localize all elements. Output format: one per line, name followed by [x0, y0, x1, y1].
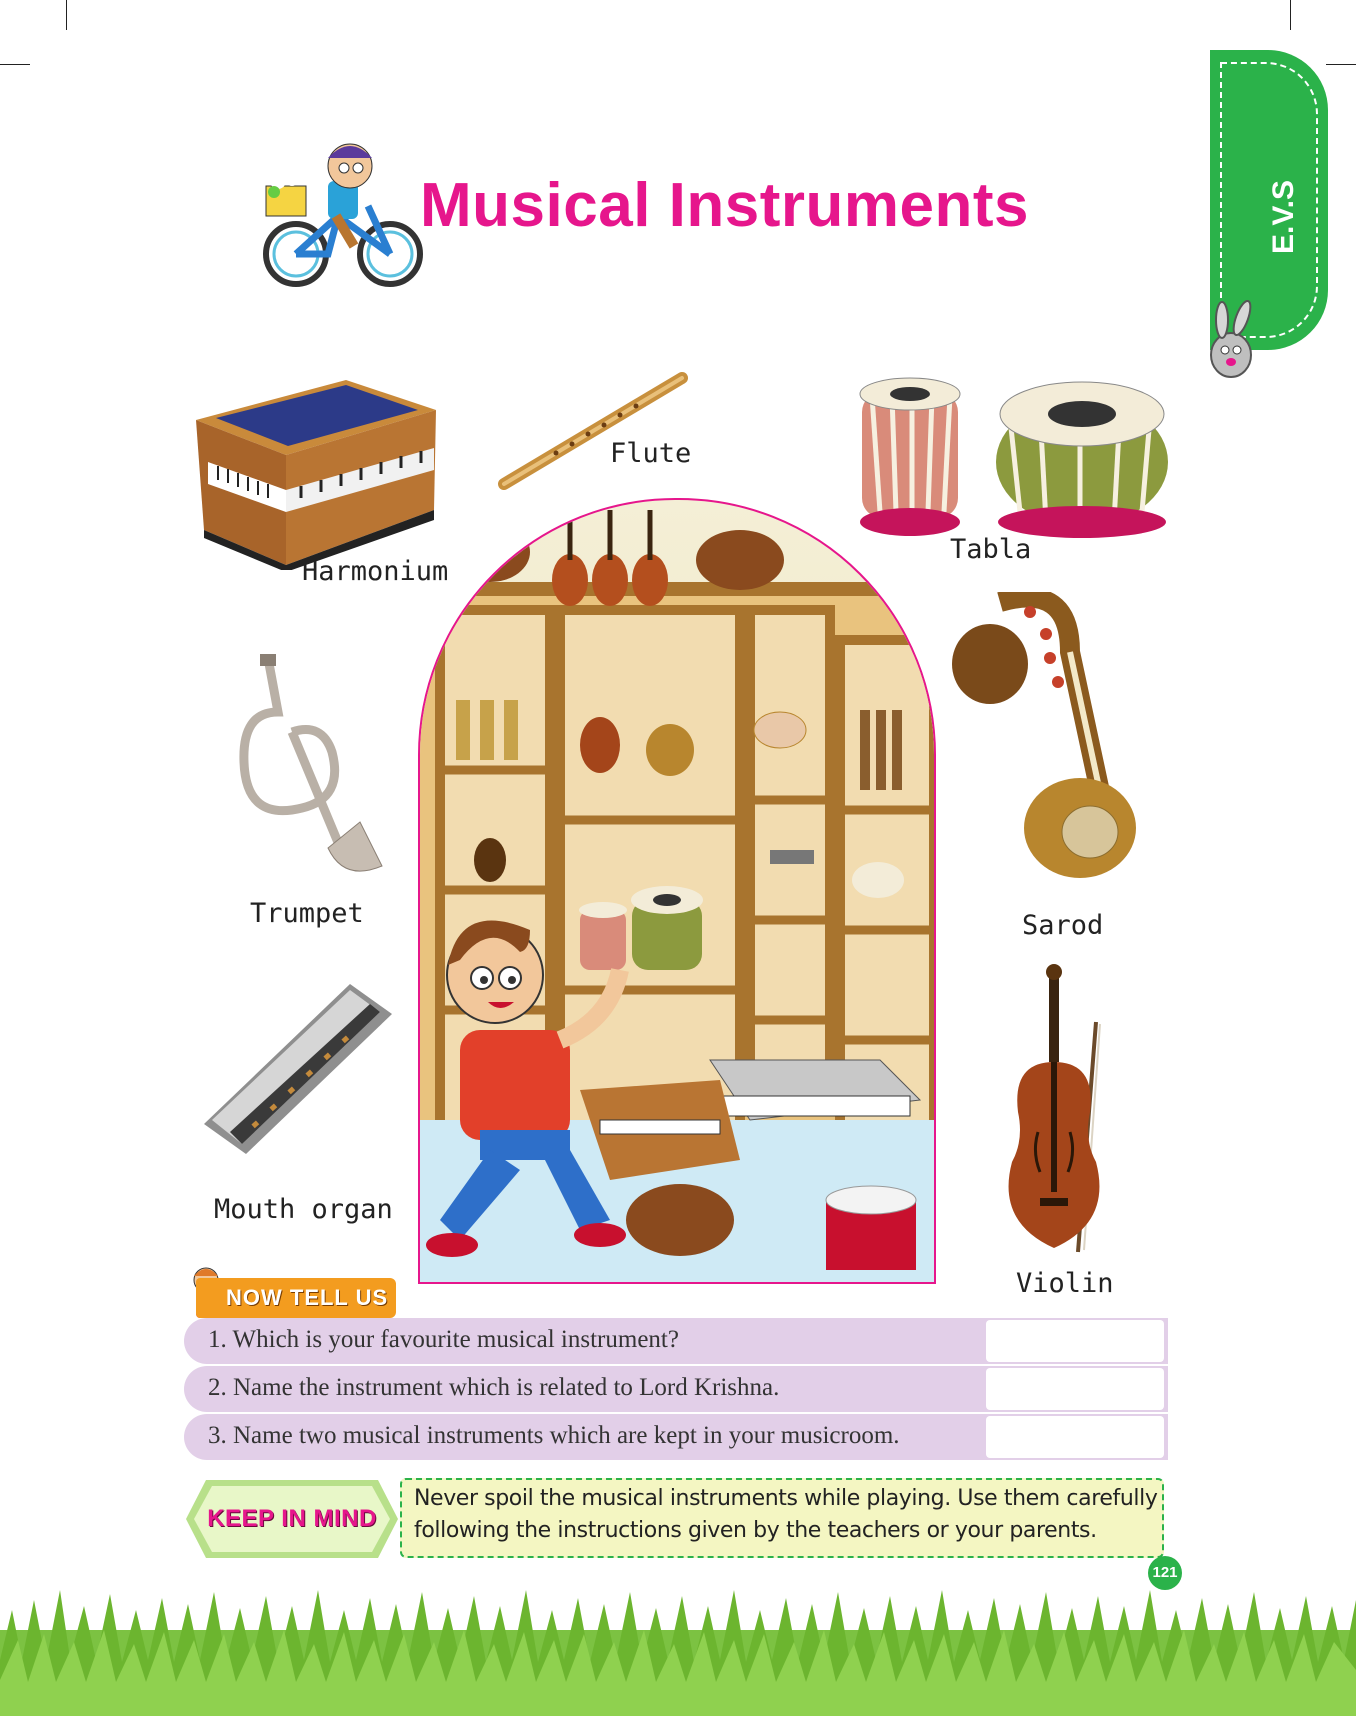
trumpet-icon — [232, 652, 388, 886]
question-row — [184, 1318, 1168, 1364]
sarod-label: Sarod — [1022, 910, 1104, 941]
mouth-organ-label: Mouth organ — [214, 1194, 393, 1225]
answer-field[interactable] — [986, 1320, 1164, 1362]
question-text: 1. Which is your favourite musical instrument? — [208, 1326, 679, 1353]
music-shop-illustration — [418, 498, 936, 1284]
sarod-icon — [950, 592, 1140, 882]
violin-label: Violin — [1016, 1268, 1114, 1299]
flute-label: Flute — [610, 438, 692, 469]
violin-icon — [994, 962, 1108, 1256]
question-row — [184, 1414, 1168, 1460]
music-shop-scene-icon — [420, 500, 934, 1282]
question-text: 2. Name the instrument which is related to Lord Krishna. — [208, 1374, 780, 1401]
page-title: Musical Instruments — [420, 171, 1029, 240]
answer-field[interactable] — [986, 1416, 1164, 1458]
now-tell-us-heading: NOW TELL US — [196, 1278, 396, 1318]
keep-in-mind-note — [400, 1478, 1164, 1558]
keep-in-mind-badge — [186, 1480, 398, 1558]
question-text: 3. Name two musical instruments which are kept in your musicroom. — [208, 1422, 900, 1449]
question-row — [184, 1366, 1168, 1412]
trumpet-label: Trumpet — [250, 898, 364, 929]
keep-in-mind-heading: KEEP IN MIND — [207, 1505, 377, 1532]
harmonium-icon — [196, 380, 436, 570]
answer-field[interactable] — [986, 1368, 1164, 1410]
harmonium-label: Harmonium — [302, 556, 449, 587]
tabla-icon — [850, 372, 1168, 540]
mouth-organ-icon — [200, 984, 396, 1156]
rabbit-mascot-icon — [1196, 300, 1266, 390]
keep-in-mind-line: following the instructions given by the teachers or your parents. — [414, 1518, 1097, 1543]
grass-border-icon — [0, 1570, 1356, 1716]
tabla-label: Tabla — [950, 534, 1032, 565]
flute-icon — [496, 372, 690, 490]
subject-tab-label: E.V.S — [1266, 180, 1300, 254]
keep-in-mind-line: Never spoil the musical instruments while playing. Use them carefully — [414, 1486, 1158, 1511]
boy-on-bicycle-icon — [258, 136, 428, 296]
page-number: 121 — [1148, 1556, 1182, 1590]
